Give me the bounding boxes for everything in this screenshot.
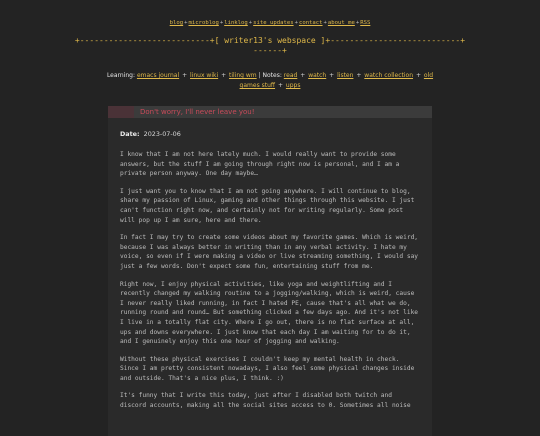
notes-old-games-stuff[interactable]: old games stuff xyxy=(239,72,434,89)
nav-linklog[interactable]: linklog xyxy=(224,20,248,26)
post-title: Don't worry, I'll never leave you! xyxy=(140,108,255,116)
learning-emacs-journal[interactable]: emacs journal xyxy=(136,72,180,79)
nav-about-me[interactable]: about me xyxy=(327,20,355,26)
nav-separator: + xyxy=(355,20,360,26)
post-paragraph: In fact I may try to create some videos about my favorite games. Which is weird, because I was always better in writing than in any verbal activity. I hate my voice, so even if I were making a video or live streaming something, I would say just a few words. Don't expect some fun, entertaining stuff from me. xyxy=(120,234,419,270)
separator: + xyxy=(329,72,335,79)
site-banner xyxy=(0,36,540,56)
post-paragraph: Without these physical exercises I couldn't keep my mental health in check. Since I am pretty consistent nowadays, I also feel some physical changes inside and outside. That's a nice plus, I think. :) xyxy=(120,355,415,382)
blog-post xyxy=(108,106,432,436)
post-date xyxy=(120,130,420,138)
separator: + xyxy=(221,72,227,79)
notes-listen[interactable]: listen xyxy=(337,72,354,79)
nav-blog[interactable]: blog xyxy=(169,20,184,26)
learning-links xyxy=(100,71,440,91)
date-label: Date: xyxy=(120,130,140,138)
date-value: 2023-07-06 xyxy=(143,130,181,138)
nav-rss[interactable]: RSS xyxy=(360,20,371,26)
separator: + xyxy=(182,72,188,79)
separator: + xyxy=(415,72,421,79)
banner-line-2: ------+ xyxy=(253,46,287,55)
separator: + xyxy=(356,72,362,79)
notes-read[interactable]: read xyxy=(283,72,298,79)
banner-line-1: +---------------------------+[ writer13's webspace ]+---------------------------+ xyxy=(74,36,466,45)
learning-linux-wiki[interactable]: linux wiki xyxy=(190,72,219,79)
learning-label: Learning: xyxy=(106,72,136,79)
nav-contact[interactable]: contact xyxy=(298,20,323,26)
learning-tiling-wm[interactable]: tiling wm xyxy=(229,72,257,79)
notes-upps[interactable]: upps xyxy=(285,82,301,89)
post-paragraph: It's funny that I write this today, just after I disabled both twitch and discord accounts, making all the social sites access to 0. Sometimes all noise xyxy=(120,392,411,410)
nav-separator: + xyxy=(184,20,188,26)
post-title-bar xyxy=(108,106,432,118)
nav-separator: + xyxy=(248,20,253,26)
nav-separator: + xyxy=(294,20,298,26)
title-accent-strip xyxy=(108,106,134,118)
top-nav xyxy=(0,20,540,26)
post-paragraph: Right now, I enjoy physical activities, like yoga and weightlifting and I recently changed my walking routine to a jogging/walking, which is weird, cause I never really liked running, in fact I hated PE, cause that's all what we do, running round and round… But something clicked a few days ago. And it's not like I live in a totally flat city. Where I go out, there is no flat surface at all, ups and downs everywhere. I just know that each day I am waiting for to do it, and I genuinely enjoy this one hour of jogging and walking. xyxy=(120,280,419,346)
notes-watch[interactable]: watch xyxy=(308,72,327,79)
notes-watch-collection[interactable]: watch collection xyxy=(364,72,414,79)
divider: | xyxy=(258,72,261,79)
nav-microblog[interactable]: microblog xyxy=(188,20,219,26)
post-paragraph: I know that I am not here lately much. I would really want to provide some answers, but the stuff I am going through right now is personal, and I am a private person anyway. One day maybe… xyxy=(120,151,400,178)
separator: + xyxy=(277,82,283,89)
nav-site-updates[interactable]: site updates xyxy=(253,20,294,26)
nav-separator: + xyxy=(323,20,327,26)
post-paragraph: I just want you to know that I am not going anywhere. I will continue to blog, share my passion of Linux, gaming and other things through this website. I just can't function right now, and certainly not for writing regularly. Some post will pop up I am sure, here and there. xyxy=(120,187,415,224)
notes-label: Notes: xyxy=(262,72,282,79)
separator: + xyxy=(300,72,306,79)
nav-separator: + xyxy=(219,20,224,26)
post-body xyxy=(108,118,432,436)
